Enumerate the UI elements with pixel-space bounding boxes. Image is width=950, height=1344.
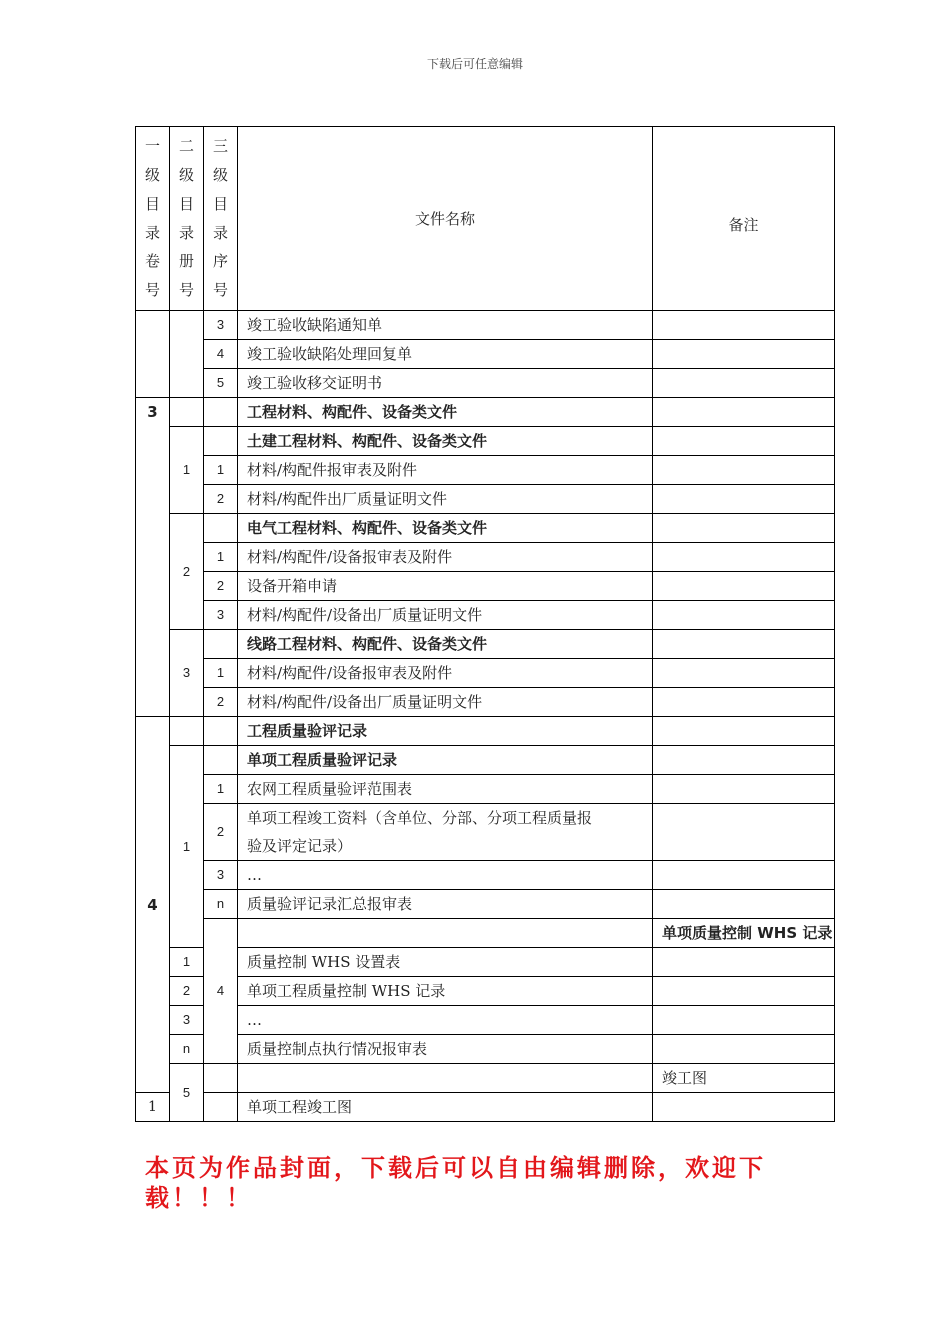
table-row xyxy=(136,340,835,369)
table-row xyxy=(136,804,835,861)
level2-cell xyxy=(170,398,204,427)
level3-cell xyxy=(204,427,238,456)
header-file-name: 文件名称 xyxy=(238,127,653,311)
table-row xyxy=(136,369,835,398)
level2-cell xyxy=(204,1064,238,1093)
file-name-cell: 材料/构配件/设备出厂质量证明文件 xyxy=(238,601,653,630)
level2-cell: 1 xyxy=(170,746,204,948)
level3-cell: 2 xyxy=(204,688,238,717)
level2-cell xyxy=(170,311,204,398)
file-name-cell: 工程质量验评记录 xyxy=(238,717,653,746)
file-name-cell: 材料/构配件/设备报审表及附件 xyxy=(238,659,653,688)
remark-cell xyxy=(653,1093,835,1122)
level3-cell: 3 xyxy=(170,1006,204,1035)
remark-cell xyxy=(653,717,835,746)
remark-cell xyxy=(653,456,835,485)
table-row xyxy=(136,919,835,948)
file-name-cell: 线路工程材料、构配件、设备类文件 xyxy=(238,630,653,659)
remark-cell xyxy=(653,804,835,861)
table-row xyxy=(136,688,835,717)
level3-cell: 1 xyxy=(170,948,204,977)
level3-cell xyxy=(204,398,238,427)
file-name-cell: 质量控制点执行情况报审表 xyxy=(238,1035,653,1064)
level3-cell: 2 xyxy=(204,572,238,601)
level3-cell xyxy=(204,630,238,659)
table-row xyxy=(136,659,835,688)
level1-cell: 5 xyxy=(170,1064,204,1122)
remark-cell xyxy=(653,340,835,369)
table-row xyxy=(136,514,835,543)
table-row xyxy=(136,311,835,340)
remark-cell xyxy=(653,775,835,804)
remark-cell xyxy=(653,572,835,601)
remark-cell xyxy=(653,398,835,427)
table-row xyxy=(136,1064,835,1093)
file-name-cell: 设备开箱申请 xyxy=(238,572,653,601)
table-row xyxy=(136,977,835,1006)
file-name-cell: 质量控制 WHS 设置表 xyxy=(238,948,653,977)
remark-cell xyxy=(653,861,835,890)
header-level1: 一 级 目 录 卷 号 xyxy=(136,127,170,311)
file-name-cell: 材料/构配件报审表及附件 xyxy=(238,456,653,485)
level1-cell: 3 xyxy=(136,398,170,717)
level3-cell: 5 xyxy=(204,369,238,398)
level3-cell xyxy=(204,746,238,775)
level3-cell: 1 xyxy=(204,543,238,572)
level3-cell: 3 xyxy=(204,861,238,890)
file-name-cell: 电气工程材料、构配件、设备类文件 xyxy=(238,514,653,543)
table-row xyxy=(136,601,835,630)
level3-cell xyxy=(204,717,238,746)
remark-cell xyxy=(653,369,835,398)
table-row xyxy=(136,456,835,485)
level3-cell: 2 xyxy=(204,485,238,514)
remark-cell xyxy=(653,1035,835,1064)
table-row xyxy=(136,630,835,659)
table-row xyxy=(136,890,835,919)
level3-cell xyxy=(204,1093,238,1122)
file-name-cell: 土建工程材料、构配件、设备类文件 xyxy=(238,427,653,456)
level2-cell: 4 xyxy=(204,919,238,1064)
level3-cell: 3 xyxy=(204,311,238,340)
remark-cell xyxy=(653,601,835,630)
table-header-row xyxy=(136,127,835,311)
table-row xyxy=(136,1035,835,1064)
file-name-cell: 竣工验收缺陷通知单 xyxy=(238,311,653,340)
remark-cell xyxy=(653,746,835,775)
remark-cell xyxy=(653,485,835,514)
file-name-cell: 农网工程质量验评范围表 xyxy=(238,775,653,804)
file-name-cell: 单项质量控制 WHS 记录 xyxy=(653,919,835,948)
file-name-line: 单项工程竣工资料（含单位、分部、分项工程质量报 xyxy=(247,809,593,827)
table-row xyxy=(136,861,835,890)
remark-cell xyxy=(653,427,835,456)
table-row xyxy=(136,775,835,804)
remark-cell xyxy=(653,514,835,543)
remark-cell xyxy=(653,543,835,572)
remark-cell xyxy=(653,630,835,659)
level2-cell: 3 xyxy=(170,630,204,717)
remark-cell xyxy=(653,1006,835,1035)
header-level2: 二 级 目 录 册 号 xyxy=(170,127,204,311)
level3-cell: 4 xyxy=(204,340,238,369)
file-name-cell: 材料/构配件/设备出厂质量证明文件 xyxy=(238,688,653,717)
catalog-table xyxy=(135,126,835,1122)
level3-cell: 1 xyxy=(204,456,238,485)
table-row xyxy=(136,1006,835,1035)
level2-cell xyxy=(170,717,204,746)
header-remark: 备注 xyxy=(653,127,835,311)
level3-cell: 1 xyxy=(204,659,238,688)
remark-cell xyxy=(653,659,835,688)
table-row xyxy=(136,427,835,456)
level3-cell xyxy=(238,1064,653,1093)
file-name-cell: 材料/构配件/设备报审表及附件 xyxy=(238,543,653,572)
level3-cell: 2 xyxy=(170,977,204,1006)
level3-cell: n xyxy=(170,1035,204,1064)
table-row xyxy=(136,1093,835,1122)
remark-cell xyxy=(653,890,835,919)
level2-cell: 1 xyxy=(136,1093,170,1122)
table-row xyxy=(136,485,835,514)
table-row xyxy=(136,572,835,601)
file-name-cell xyxy=(238,804,653,861)
level2-cell: 2 xyxy=(170,514,204,630)
level3-cell: 2 xyxy=(204,804,238,861)
file-name-cell: 工程材料、构配件、设备类文件 xyxy=(238,398,653,427)
file-name-cell: 竣工验收缺陷处理回复单 xyxy=(238,340,653,369)
file-name-cell: 单项工程质量控制 WHS 记录 xyxy=(238,977,653,1006)
remark-cell xyxy=(653,311,835,340)
file-name-cell: 材料/构配件出厂质量证明文件 xyxy=(238,485,653,514)
table-row xyxy=(136,948,835,977)
level3-cell xyxy=(238,919,653,948)
table-row xyxy=(136,543,835,572)
remark-cell xyxy=(653,977,835,1006)
level1-cell: 4 xyxy=(136,717,170,1093)
file-name-cell: 质量验评记录汇总报审表 xyxy=(238,890,653,919)
file-name-cell: … xyxy=(238,861,653,890)
file-name-cell: 竣工图 xyxy=(653,1064,835,1093)
table-row xyxy=(136,398,835,427)
table-row xyxy=(136,746,835,775)
file-name-cell: … xyxy=(238,1006,653,1035)
level3-cell: n xyxy=(204,890,238,919)
footer-notice: 本页为作品封面，下载后可以自由编辑删除，欢迎下载！！！ xyxy=(145,1154,766,1212)
header-level3: 三 级 目 录 序 号 xyxy=(204,127,238,311)
header-note: 下载后可任意编辑 xyxy=(426,57,523,71)
level3-cell: 1 xyxy=(204,775,238,804)
level2-cell: 1 xyxy=(170,427,204,514)
remark-cell xyxy=(653,688,835,717)
level1-cell xyxy=(136,311,170,398)
remark-cell xyxy=(653,948,835,977)
table-row xyxy=(136,717,835,746)
file-name-line: 验及评定记录） xyxy=(247,837,353,855)
level3-cell: 3 xyxy=(204,601,238,630)
level3-cell xyxy=(204,514,238,543)
file-name-cell: 单项工程质量验评记录 xyxy=(238,746,653,775)
file-name-cell: 单项工程竣工图 xyxy=(238,1093,653,1122)
file-name-cell: 竣工验收移交证明书 xyxy=(238,369,653,398)
